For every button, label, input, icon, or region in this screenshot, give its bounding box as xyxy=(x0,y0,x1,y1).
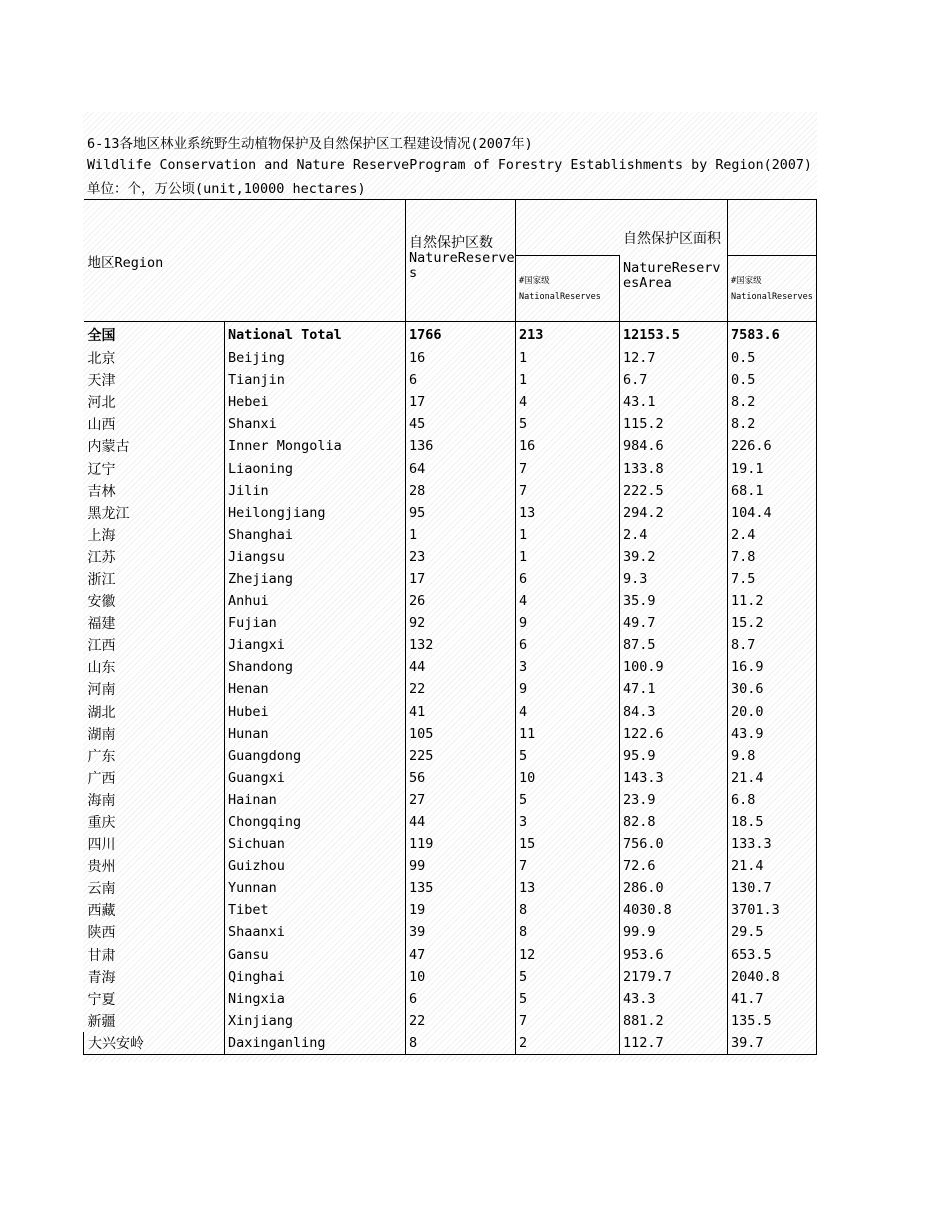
cell-national: 5 xyxy=(516,789,620,811)
cell-area: 953.6 xyxy=(620,944,728,966)
cell-en: Yunnan xyxy=(225,877,406,899)
cell-reserves: 6 xyxy=(406,988,516,1010)
cell-cn: 江苏 xyxy=(84,546,225,568)
cell-area: 43.3 xyxy=(620,988,728,1010)
cell-area: 39.2 xyxy=(620,546,728,568)
table-row xyxy=(84,480,817,502)
header-area-national-en: NationalReserves xyxy=(731,291,813,302)
cell-area-national: 43.9 xyxy=(728,723,817,745)
table-row xyxy=(84,524,817,546)
cell-reserves: 22 xyxy=(406,1010,516,1032)
cell-national: 13 xyxy=(516,502,620,524)
cell-area-national: 68.1 xyxy=(728,480,817,502)
table-row xyxy=(84,1010,817,1032)
header-national xyxy=(516,256,620,322)
cell-national: 2 xyxy=(516,1032,620,1055)
table-row xyxy=(84,347,817,369)
table-row xyxy=(84,701,817,723)
cell-national: 4 xyxy=(516,590,620,612)
cell-national: 5 xyxy=(516,413,620,435)
cell-area-national: 15.2 xyxy=(728,612,817,634)
cell-cn: 大兴安岭 xyxy=(84,1032,225,1055)
cell-cn: 广西 xyxy=(84,767,225,789)
cell-cn: 辽宁 xyxy=(84,457,225,479)
cell-area: 23.9 xyxy=(620,789,728,811)
cell-cn: 湖南 xyxy=(84,723,225,745)
table-row xyxy=(84,944,817,966)
cell-reserves: 1766 xyxy=(406,322,516,348)
cell-area-national: 0.5 xyxy=(728,347,817,369)
table-row xyxy=(84,413,817,435)
cell-cn: 贵州 xyxy=(84,855,225,877)
cell-cn: 青海 xyxy=(84,966,225,988)
table-row xyxy=(84,590,817,612)
cell-national: 1 xyxy=(516,369,620,391)
cell-area: 43.1 xyxy=(620,391,728,413)
header-national-cn: #国家级 xyxy=(519,275,550,286)
cell-area-national: 30.6 xyxy=(728,678,817,700)
cell-reserves: 23 xyxy=(406,546,516,568)
cell-area-national: 2040.8 xyxy=(728,966,817,988)
cell-area-national: 19.1 xyxy=(728,457,817,479)
cell-reserves: 41 xyxy=(406,701,516,723)
cell-en: Xinjiang xyxy=(225,1010,406,1032)
cell-area: 143.3 xyxy=(620,767,728,789)
header-area-en: NatureReservesArea xyxy=(623,259,721,291)
cell-national: 1 xyxy=(516,347,620,369)
cell-reserves: 135 xyxy=(406,877,516,899)
cell-en: Jilin xyxy=(225,480,406,502)
cell-cn: 吉林 xyxy=(84,480,225,502)
cell-national: 1 xyxy=(516,546,620,568)
cell-area-national: 9.8 xyxy=(728,745,817,767)
cell-area: 95.9 xyxy=(620,745,728,767)
cell-area: 122.6 xyxy=(620,723,728,745)
cell-cn: 西藏 xyxy=(84,899,225,921)
table-row xyxy=(84,855,817,877)
cell-national: 213 xyxy=(516,322,620,348)
cell-en: Zhejiang xyxy=(225,568,406,590)
cell-national: 7 xyxy=(516,1010,620,1032)
cell-cn: 天津 xyxy=(84,369,225,391)
cell-reserves: 95 xyxy=(406,502,516,524)
cell-reserves: 28 xyxy=(406,480,516,502)
cell-cn: 浙江 xyxy=(84,568,225,590)
cell-cn: 重庆 xyxy=(84,811,225,833)
cell-area: 12153.5 xyxy=(620,322,728,348)
cell-en: Tianjin xyxy=(225,369,406,391)
cell-national: 9 xyxy=(516,678,620,700)
cell-cn: 北京 xyxy=(84,347,225,369)
table-row xyxy=(84,568,817,590)
table-row xyxy=(84,546,817,568)
cell-reserves: 17 xyxy=(406,568,516,590)
cell-area-national: 133.3 xyxy=(728,833,817,855)
cell-cn: 全国 xyxy=(84,322,225,348)
header-region-label: 地区Region xyxy=(87,254,164,271)
cell-en: Shandong xyxy=(225,656,406,678)
cell-en: Guangdong xyxy=(225,745,406,767)
cell-en: Tibet xyxy=(225,899,406,921)
cell-national: 6 xyxy=(516,634,620,656)
cell-cn: 甘肃 xyxy=(84,944,225,966)
cell-cn: 山西 xyxy=(84,413,225,435)
cell-reserves: 17 xyxy=(406,391,516,413)
cell-national: 7 xyxy=(516,855,620,877)
cell-national: 7 xyxy=(516,457,620,479)
cell-national: 12 xyxy=(516,944,620,966)
cell-cn: 湖北 xyxy=(84,701,225,723)
cell-area: 286.0 xyxy=(620,877,728,899)
cell-reserves: 119 xyxy=(406,833,516,855)
cell-national: 5 xyxy=(516,745,620,767)
cell-national: 4 xyxy=(516,391,620,413)
header-region xyxy=(84,200,406,322)
table-row xyxy=(84,457,817,479)
table-title: 6-13各地区林业系统野生动植物保护及自然保护区工程建设情况(2007年) xyxy=(87,136,533,152)
cell-en: Guizhou xyxy=(225,855,406,877)
cell-reserves: 99 xyxy=(406,855,516,877)
cell-area: 35.9 xyxy=(620,590,728,612)
cell-area: 47.1 xyxy=(620,678,728,700)
table-subtitle: Wildlife Conservation and Nature ReserveProgram of Forestry Establishments by Region(2007) xyxy=(87,158,812,173)
cell-en: Daxinganling xyxy=(225,1032,406,1055)
cell-en: Jiangxi xyxy=(225,634,406,656)
cell-reserves: 16 xyxy=(406,347,516,369)
cell-en: Hubei xyxy=(225,701,406,723)
cell-national: 8 xyxy=(516,921,620,943)
cell-en: Hunan xyxy=(225,723,406,745)
cell-cn: 云南 xyxy=(84,877,225,899)
cell-en: Jiangsu xyxy=(225,546,406,568)
cell-cn: 海南 xyxy=(84,789,225,811)
table-row xyxy=(84,678,817,700)
cell-area: 6.7 xyxy=(620,369,728,391)
cell-area: 84.3 xyxy=(620,701,728,723)
cell-area-national: 39.7 xyxy=(728,1032,817,1055)
cell-en: Heilongjiang xyxy=(225,502,406,524)
cell-en: Guangxi xyxy=(225,767,406,789)
cell-cn: 陕西 xyxy=(84,921,225,943)
cell-area-national: 653.5 xyxy=(728,944,817,966)
cell-area-national: 8.7 xyxy=(728,634,817,656)
header-national-en: NationalReserves xyxy=(519,291,601,302)
cell-area-national: 3701.3 xyxy=(728,899,817,921)
cell-area: 100.9 xyxy=(620,656,728,678)
cell-national: 8 xyxy=(516,899,620,921)
header-area-spacer xyxy=(728,200,817,256)
cell-en: Shanghai xyxy=(225,524,406,546)
cell-national: 11 xyxy=(516,723,620,745)
cell-area-national: 21.4 xyxy=(728,767,817,789)
cell-reserves: 27 xyxy=(406,789,516,811)
table-row xyxy=(84,899,817,921)
cell-reserves: 10 xyxy=(406,966,516,988)
cell-area: 294.2 xyxy=(620,502,728,524)
table-row xyxy=(84,811,817,833)
cell-area-national: 18.5 xyxy=(728,811,817,833)
cell-area: 112.7 xyxy=(620,1032,728,1055)
cell-reserves: 64 xyxy=(406,457,516,479)
table-row xyxy=(84,1032,817,1055)
cell-area-national: 6.8 xyxy=(728,789,817,811)
cell-cn: 四川 xyxy=(84,833,225,855)
cell-en: Inner Mongolia xyxy=(225,435,406,457)
cell-area: 222.5 xyxy=(620,480,728,502)
cell-area-national: 20.0 xyxy=(728,701,817,723)
cell-reserves: 44 xyxy=(406,656,516,678)
table-row xyxy=(84,745,817,767)
table-row xyxy=(84,391,817,413)
table-row xyxy=(84,921,817,943)
header-area xyxy=(620,230,728,322)
cell-en: Hainan xyxy=(225,789,406,811)
cell-area-national: 8.2 xyxy=(728,413,817,435)
cell-national: 3 xyxy=(516,656,620,678)
cell-area: 82.8 xyxy=(620,811,728,833)
cell-area: 9.3 xyxy=(620,568,728,590)
header-reserves xyxy=(406,200,516,322)
cell-area-national: 8.2 xyxy=(728,391,817,413)
header-area-national xyxy=(728,256,817,322)
cell-reserves: 45 xyxy=(406,413,516,435)
table-row xyxy=(84,634,817,656)
cell-national: 4 xyxy=(516,701,620,723)
table-row xyxy=(84,612,817,634)
cell-cn: 江西 xyxy=(84,634,225,656)
table-row xyxy=(84,966,817,988)
cell-en: Sichuan xyxy=(225,833,406,855)
cell-area-national: 7583.6 xyxy=(728,322,817,348)
cell-area-national: 11.2 xyxy=(728,590,817,612)
cell-en: Ningxia xyxy=(225,988,406,1010)
cell-reserves: 225 xyxy=(406,745,516,767)
cell-en: Chongqing xyxy=(225,811,406,833)
cell-area-national: 21.4 xyxy=(728,855,817,877)
table-row xyxy=(84,656,817,678)
cell-area-national: 226.6 xyxy=(728,435,817,457)
cell-area-national: 0.5 xyxy=(728,369,817,391)
cell-area-national: 2.4 xyxy=(728,524,817,546)
cell-area-national: 41.7 xyxy=(728,988,817,1010)
cell-en: Shanxi xyxy=(225,413,406,435)
cell-area-national: 7.5 xyxy=(728,568,817,590)
cell-cn: 广东 xyxy=(84,745,225,767)
table-row xyxy=(84,723,817,745)
cell-en: Beijing xyxy=(225,347,406,369)
cell-area-national: 16.9 xyxy=(728,656,817,678)
table-row xyxy=(84,789,817,811)
cell-area: 2.4 xyxy=(620,524,728,546)
header-area-cn: 自然保护区面积 xyxy=(623,230,721,247)
cell-area: 756.0 xyxy=(620,833,728,855)
table-row xyxy=(84,435,817,457)
cell-cn: 山东 xyxy=(84,656,225,678)
cell-reserves: 105 xyxy=(406,723,516,745)
cell-cn: 黑龙江 xyxy=(84,502,225,524)
cell-cn: 内蒙古 xyxy=(84,435,225,457)
cell-en: Henan xyxy=(225,678,406,700)
cell-reserves: 22 xyxy=(406,678,516,700)
header-area-group xyxy=(516,200,728,256)
unit-note: 单位：个，万公顷(unit,10000 hectares) xyxy=(87,181,366,197)
cell-en: Gansu xyxy=(225,944,406,966)
cell-area: 881.2 xyxy=(620,1010,728,1032)
cell-en: Hebei xyxy=(225,391,406,413)
cell-area: 49.7 xyxy=(620,612,728,634)
cell-reserves: 47 xyxy=(406,944,516,966)
cell-area: 2179.7 xyxy=(620,966,728,988)
cell-area-national: 29.5 xyxy=(728,921,817,943)
table-row xyxy=(84,877,817,899)
cell-en: Qinghai xyxy=(225,966,406,988)
cell-en: Fujian xyxy=(225,612,406,634)
cell-cn: 安徽 xyxy=(84,590,225,612)
cell-reserves: 136 xyxy=(406,435,516,457)
cell-area: 99.9 xyxy=(620,921,728,943)
cell-en: Liaoning xyxy=(225,457,406,479)
cell-area-national: 104.4 xyxy=(728,502,817,524)
cell-national: 6 xyxy=(516,568,620,590)
cell-national: 1 xyxy=(516,524,620,546)
cell-en: Anhui xyxy=(225,590,406,612)
cell-reserves: 92 xyxy=(406,612,516,634)
table-row xyxy=(84,988,817,1010)
cell-reserves: 39 xyxy=(406,921,516,943)
cell-cn: 河北 xyxy=(84,391,225,413)
cell-en: National Total xyxy=(225,322,406,348)
cell-en: Shaanxi xyxy=(225,921,406,943)
cell-area: 12.7 xyxy=(620,347,728,369)
cell-reserves: 56 xyxy=(406,767,516,789)
cell-national: 5 xyxy=(516,966,620,988)
table-row-total xyxy=(84,322,817,348)
cell-area: 133.8 xyxy=(620,457,728,479)
cell-national: 16 xyxy=(516,435,620,457)
cell-national: 7 xyxy=(516,480,620,502)
cell-area: 4030.8 xyxy=(620,899,728,921)
cell-reserves: 8 xyxy=(406,1032,516,1055)
data-table xyxy=(83,199,817,1055)
cell-area: 72.6 xyxy=(620,855,728,877)
table-row xyxy=(84,767,817,789)
header-area-national-cn: #国家级 xyxy=(731,275,762,286)
cell-national: 10 xyxy=(516,767,620,789)
cell-area-national: 7.8 xyxy=(728,546,817,568)
header-reserves-en: NatureReserves xyxy=(409,250,515,281)
header-reserves-cn: 自然保护区数 xyxy=(409,235,493,251)
cell-area-national: 135.5 xyxy=(728,1010,817,1032)
cell-reserves: 1 xyxy=(406,524,516,546)
cell-cn: 新疆 xyxy=(84,1010,225,1032)
cell-area: 87.5 xyxy=(620,634,728,656)
cell-area: 984.6 xyxy=(620,435,728,457)
cell-reserves: 19 xyxy=(406,899,516,921)
cell-national: 9 xyxy=(516,612,620,634)
cell-cn: 宁夏 xyxy=(84,988,225,1010)
cell-reserves: 44 xyxy=(406,811,516,833)
cell-cn: 福建 xyxy=(84,612,225,634)
cell-reserves: 6 xyxy=(406,369,516,391)
table-row xyxy=(84,369,817,391)
cell-area: 115.2 xyxy=(620,413,728,435)
table-row xyxy=(84,833,817,855)
cell-national: 13 xyxy=(516,877,620,899)
cell-cn: 河南 xyxy=(84,678,225,700)
table-row xyxy=(84,502,817,524)
cell-cn: 上海 xyxy=(84,524,225,546)
cell-area-national: 130.7 xyxy=(728,877,817,899)
cell-reserves: 26 xyxy=(406,590,516,612)
cell-national: 15 xyxy=(516,833,620,855)
cell-national: 5 xyxy=(516,988,620,1010)
cell-reserves: 132 xyxy=(406,634,516,656)
cell-national: 3 xyxy=(516,811,620,833)
